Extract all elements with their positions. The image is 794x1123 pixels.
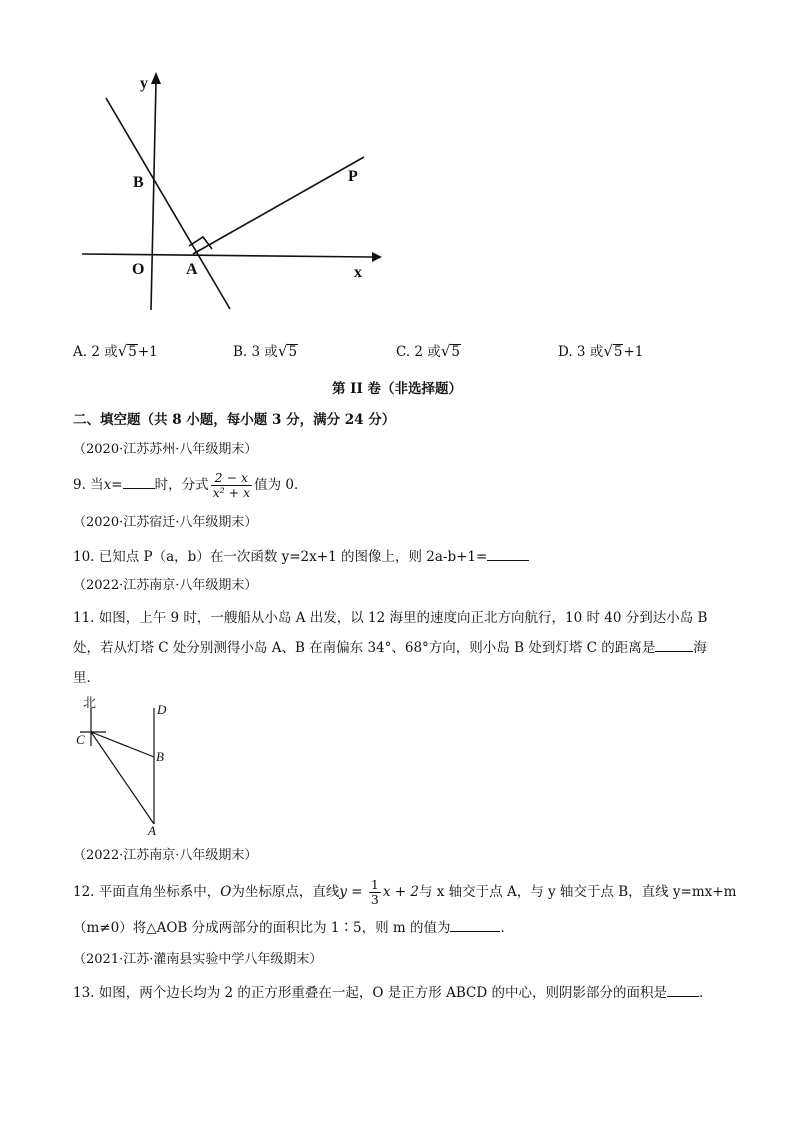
- label-d: D: [157, 702, 167, 717]
- q10-answer-blank[interactable]: [487, 548, 529, 561]
- q12-y: y: [339, 884, 347, 900]
- q10-source: （2020·江苏宿迁·八年级期末）: [73, 515, 258, 530]
- sqrt-icon: √: [277, 342, 288, 360]
- option-d: [558, 343, 643, 361]
- q13-question: [73, 984, 712, 1002]
- q12-frac-den: 3: [370, 892, 379, 907]
- label-b: B: [133, 174, 144, 191]
- x-axis-arrow: [372, 252, 382, 262]
- q12-line2-post: ．: [500, 920, 514, 936]
- q12-mid2: 与 x 轴交于点 A，与 y 轴交于点 B，直线 y=mx+m: [418, 884, 737, 900]
- label-y: y: [140, 75, 148, 92]
- line-ca: [91, 732, 154, 824]
- q12-mid1: 为坐标原点，直线: [231, 884, 340, 900]
- q12-answer-blank[interactable]: [450, 919, 500, 932]
- q11-line2-post: 海: [693, 640, 707, 656]
- q11-line2: [73, 639, 707, 657]
- q13-answer-blank[interactable]: [667, 984, 699, 997]
- q12-line2-pre: （m≠0）将△AOB 分成两部分的面积比为 1∶5，则 m 的值为: [73, 920, 451, 936]
- option-c-prefix: C. 2 或: [396, 344, 441, 360]
- sqrt-icon: √: [440, 342, 451, 360]
- label-a: A: [186, 261, 198, 278]
- option-d-suffix: +1: [623, 344, 644, 360]
- right-angle-mark: [189, 237, 212, 249]
- line-ba: [106, 98, 230, 309]
- q9-fraction: [211, 471, 253, 500]
- q11-source: （2022·江苏南京·八年级期末）: [73, 578, 258, 593]
- q12-line2: [73, 919, 514, 937]
- option-c-radicand: 5: [451, 344, 460, 360]
- option-a-suffix: +1: [137, 344, 158, 360]
- option-b-prefix: B. 3 或: [233, 344, 278, 360]
- label-a: A: [148, 823, 156, 838]
- part2-title: 第 II 卷（非选择题）: [331, 381, 463, 397]
- q12-o: O: [220, 884, 232, 900]
- label-p: P: [348, 168, 358, 185]
- q10-text: 10. 已知点 P（a，b）在一次函数 y=2x+1 的图像上，则 2a-b+1=: [73, 549, 488, 565]
- q9-eq: =: [111, 477, 123, 493]
- q9-mid: 时，分式: [154, 477, 209, 493]
- q9-pre: 9. 当: [73, 477, 104, 493]
- lighthouse-figure: [70, 694, 180, 839]
- option-a-radicand: 5: [128, 344, 137, 360]
- q9-source: （2020·江苏苏州·八年级期末）: [73, 442, 258, 457]
- q11-line3: 里．: [73, 670, 100, 686]
- sqrt-icon: √: [603, 342, 613, 360]
- label-b: B: [156, 749, 164, 764]
- q12-line1: [73, 874, 736, 910]
- q13-source: （2021·江苏·灌南县实验中学八年级期末）: [73, 952, 323, 967]
- q11-answer-blank[interactable]: [655, 639, 693, 652]
- q12-source: （2022·江苏南京·八年级期末）: [73, 848, 258, 863]
- q12-frac-num: 1: [370, 877, 379, 892]
- option-d-prefix: D. 3 或: [558, 344, 604, 360]
- y-axis: [151, 82, 156, 310]
- q12-eq: =: [346, 884, 367, 900]
- q9-post: 值为 0．: [254, 477, 308, 493]
- x-axis: [82, 254, 372, 257]
- q9-denominator: x² + x: [212, 485, 251, 500]
- q12-pre: 12. 平面直角坐标系中，: [73, 884, 221, 900]
- option-b: [233, 343, 298, 361]
- sqrt-icon: √: [117, 342, 128, 360]
- q10-question: [73, 548, 529, 566]
- q9-question: [73, 468, 308, 502]
- q13-post: ．: [698, 985, 713, 1001]
- q11-line2-text: 处，若从灯塔 C 处分别测得小岛 A、B 在南偏东 34°、68°方向，则小岛 B 处到灯塔 C 的距离是: [73, 640, 656, 656]
- label-x: x: [354, 264, 362, 281]
- q12-fraction: [369, 878, 381, 907]
- option-d-radicand: 5: [613, 344, 623, 360]
- label-north: 北: [83, 695, 97, 710]
- q9-numerator: 2 − x: [211, 471, 253, 486]
- q9-answer-blank[interactable]: [123, 476, 155, 489]
- option-b-radicand: 5: [288, 344, 298, 360]
- y-axis-arrow: [151, 72, 161, 84]
- option-c: [396, 343, 461, 361]
- q9-var: x: [103, 477, 112, 493]
- section2-heading: 二、填空题（共 8 小题，每小题 3 分，满分 24 分）: [73, 412, 396, 428]
- line-cb: [91, 732, 154, 757]
- coordinate-figure: [70, 66, 390, 316]
- label-c: C: [76, 732, 85, 747]
- ray-ap: [193, 157, 364, 254]
- q11-line1: 11. 如图，上午 9 时，一艘船从小岛 A 出发，以 12 海里的速度向正北方向航行，10 时 40 分到达小岛 B: [73, 610, 708, 626]
- q12-expr: x + 2: [382, 884, 419, 900]
- q13-text: 13. 如图，两个边长均为 2 的正方形重叠在一起，O 是正方形 ABCD 的中心，则阴影部分的面积是: [73, 985, 667, 1001]
- option-a-prefix: A. 2 或: [73, 344, 118, 360]
- option-a: [73, 343, 158, 361]
- label-o: O: [132, 261, 145, 278]
